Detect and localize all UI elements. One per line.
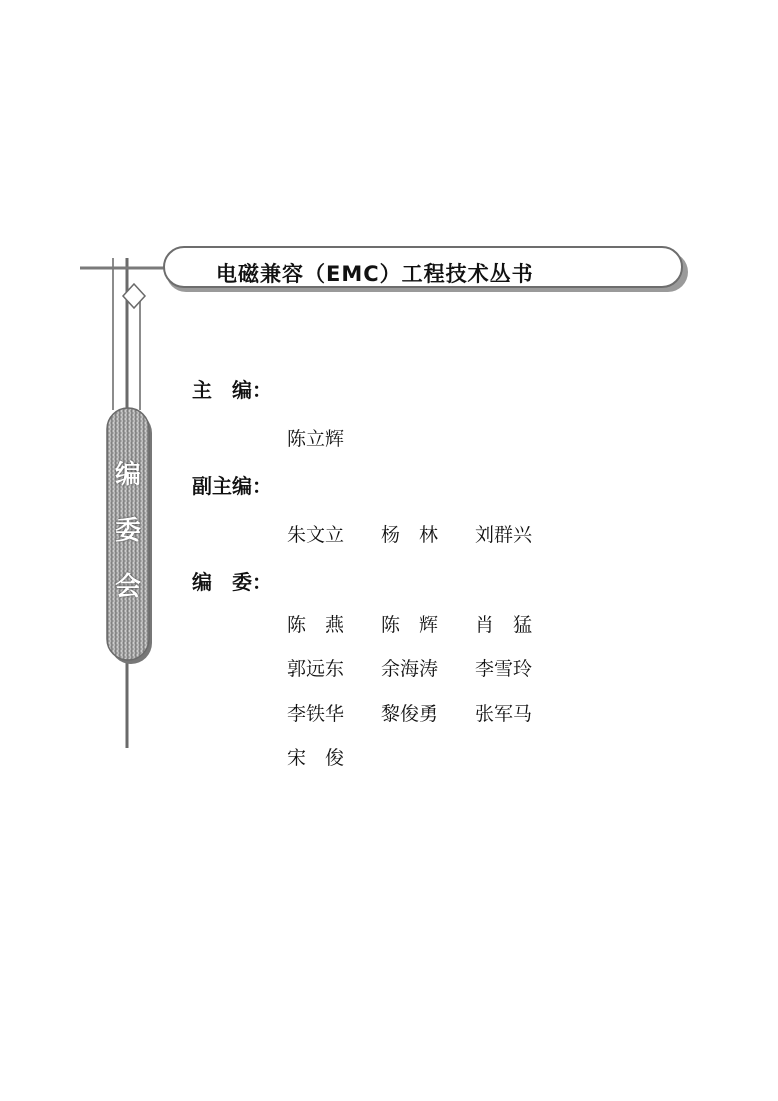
side-label-char-1: 编 — [114, 460, 141, 490]
committee-member-name: 陈 燕 — [287, 614, 345, 636]
committee-member-name: 肖 猛 — [475, 614, 533, 636]
committee-member-name: 黎俊勇 — [381, 703, 439, 725]
series-title: 电磁兼容（EMC）工程技术丛书 — [216, 262, 534, 286]
chief-editor-name: 陈立辉 — [287, 428, 345, 450]
side-label-char-3: 会 — [114, 572, 141, 602]
deputy-editor-name: 刘群兴 — [475, 524, 533, 546]
committee-member-name: 余海涛 — [381, 658, 439, 680]
chief-editor-label: 主 编： — [192, 378, 272, 402]
side-label-char-2: 委 — [114, 516, 141, 546]
committee-member-name: 郭远东 — [287, 658, 345, 680]
deputy-chief-editor-label: 副主编： — [192, 474, 272, 498]
committee-member-name: 李雪玲 — [475, 658, 533, 680]
committee-member-name: 李铁华 — [287, 703, 345, 725]
deputy-editor-name: 朱文立 — [287, 524, 345, 546]
committee-member-name: 宋 俊 — [287, 747, 345, 769]
deputy-editor-name: 杨 林 — [381, 524, 439, 546]
committee-label: 编 委： — [192, 570, 272, 594]
committee-member-name: 张军马 — [475, 703, 533, 725]
committee-member-name: 陈 辉 — [381, 614, 439, 636]
